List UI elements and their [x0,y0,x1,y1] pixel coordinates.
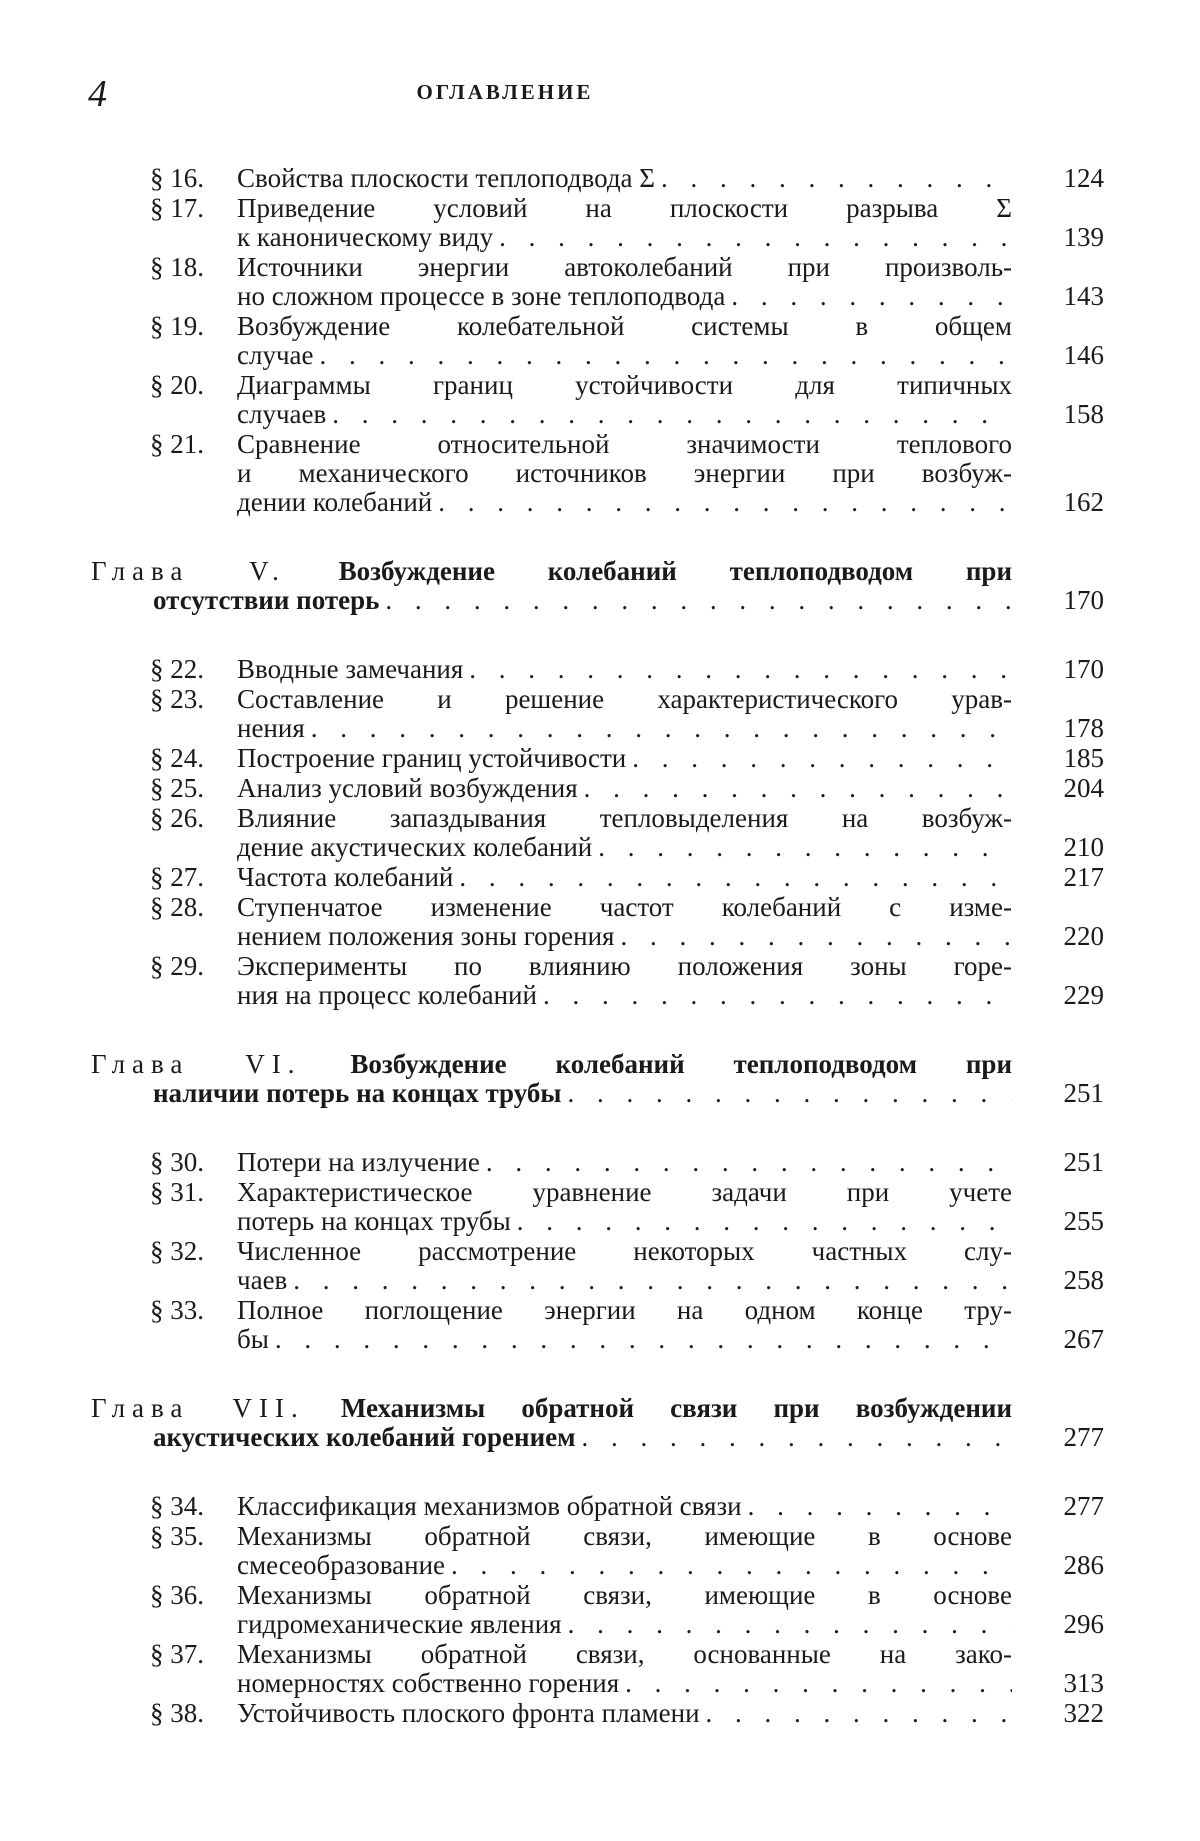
entry-title-line [91,1394,1012,1423]
section-number: § 20. [150,370,204,400]
page-ref: 258 [1063,1265,1104,1295]
entry-title-line [237,863,1012,892]
table-of-contents [0,164,1200,1729]
page-ref: 210 [1063,832,1104,862]
section-title: Эксперименты по влиянию положения зоны горе- [237,952,1012,981]
section-title: Анализ условий возбуждения [237,774,578,803]
page-ref: 139 [1063,222,1104,252]
section-number: § 37. [150,1639,204,1669]
entry-title-line [237,488,1012,517]
chapter-label: Глава VI. [91,1050,302,1079]
section-title: Численное рассмотрение некоторых частных слу- [237,1237,1012,1266]
entry-title-line [237,400,1012,429]
page-ref: 277 [1063,1422,1104,1452]
section-title: Классификация механизмов обратной связи [237,1492,742,1521]
leader-dots [576,1423,1012,1452]
entry-title-line [237,1640,1012,1669]
page-ref: 185 [1063,743,1104,773]
chapter-title: Механизмы обратной связи при возбуждении [340,1394,1012,1423]
section-entry [0,1581,1200,1639]
section-title: но сложном процессе в зоне теплоподвода [237,282,726,311]
page-ref: 251 [1063,1078,1104,1108]
entry-title-line [237,312,1012,341]
section-title: Характеристическое уравнение задачи при учете [237,1178,1012,1207]
section-number: § 35. [150,1521,204,1551]
entry-title-line [237,223,1012,252]
section-title: Составление и решение характеристического урав- [237,685,1012,714]
page-ref: 170 [1063,585,1104,615]
page-ref: 217 [1063,862,1104,892]
section-number: § 24. [150,743,204,773]
page-ref: 277 [1063,1491,1104,1521]
section-entry [0,1296,1200,1354]
entry-title-line [237,1237,1012,1266]
section-title: дение акустических колебаний [237,833,593,862]
entry-title-line [237,1610,1012,1639]
entry-title-line [237,253,1012,282]
entry-title-line [237,1699,1012,1728]
page-ref: 229 [1063,980,1104,1010]
entry-title-line [237,804,1012,833]
section-number: § 36. [150,1580,204,1610]
section-entry [0,1699,1200,1728]
entry-title-line [237,1266,1012,1295]
leader-dots [511,1207,1012,1236]
section-title: Диаграммы границ устойчивости для типичных [237,371,1012,400]
section-entry [0,893,1200,951]
section-number: § 21. [150,429,204,459]
leader-dots [287,1266,1012,1295]
leader-dots [269,1325,1012,1354]
section-entry [0,1522,1200,1580]
section-number: § 32. [150,1236,204,1266]
section-title: Влияние запаздывания тепловыделения на возбуж- [237,804,1012,833]
leader-dots [379,586,1012,615]
entry-title-line [237,1492,1012,1521]
section-title: Механизмы обратной связи, имеющие в основе [237,1581,1012,1610]
section-entry [0,253,1200,311]
section-title: ния на процесс колебаний [237,981,537,1010]
entry-title-line [237,952,1012,981]
leader-dots [326,400,1012,429]
chapter-label: Глава VII. [91,1394,305,1423]
section-number: § 33. [150,1295,204,1325]
entry-title-line [237,282,1012,311]
page-header [0,72,1200,115]
page-ref: 158 [1063,399,1104,429]
page-ref: 267 [1063,1324,1104,1354]
section-title: Источники энергии автоколебаний при произволь- [237,253,1012,282]
section-number: § 17. [150,193,204,223]
page-ref: 296 [1063,1609,1104,1639]
section-title: Устойчивость плоского фронта пламени [237,1699,700,1728]
leader-dots [445,1551,1012,1580]
section-title: случаев [237,400,327,429]
leader-dots [592,833,1012,862]
page-ref: 146 [1063,340,1104,370]
page-number: 4 [88,73,107,115]
chapter-entry [0,1050,1200,1108]
section-entry [0,774,1200,803]
section-entry [0,1492,1200,1521]
entry-title-line [237,893,1012,922]
leader-dots [432,488,1012,517]
entry-title-line [91,1423,1012,1452]
entry-title-line [237,655,1012,684]
section-title: Вводные замечания [237,655,464,684]
section-title: Механизмы обратной связи, имеющие в основе [237,1522,1012,1551]
entry-title-line [237,922,1012,951]
leader-dots [463,655,1012,684]
section-title: нения [237,714,305,743]
section-title: и механического источников энергии при возбуж- [237,459,1012,488]
entry-title-line [237,371,1012,400]
section-number: § 18. [150,252,204,282]
section-entry [0,1640,1200,1698]
section-number: § 22. [150,654,204,684]
leader-dots [614,922,1012,951]
entry-title-line [237,1178,1012,1207]
chapter-title: акустических колебаний горением [153,1423,576,1452]
entry-title-line [237,1522,1012,1551]
entry-title-line [237,685,1012,714]
section-entry [0,164,1200,193]
page-ref: 220 [1063,921,1104,951]
section-entry [0,371,1200,429]
section-title: гидромеханические явления [237,1610,562,1639]
leader-dots [562,1610,1012,1639]
leader-dots [314,341,1012,370]
section-number: § 28. [150,892,204,922]
section-entry [0,312,1200,370]
section-title: потерь на концах трубы [237,1207,511,1236]
entry-title-line [237,164,1012,193]
entry-title-line [237,341,1012,370]
section-number: § 23. [150,684,204,714]
section-number: § 30. [150,1147,204,1177]
section-entry [0,430,1200,517]
leader-dots [305,714,1012,743]
chapter-label: Глава V. [91,557,286,586]
section-number: § 19. [150,311,204,341]
section-title: Механизмы обратной связи, основанные на зако- [237,1640,1012,1669]
page-ref: 204 [1063,773,1104,803]
section-title: Построение границ устойчивости [237,744,627,773]
section-entry [0,1237,1200,1295]
section-title: Полное поглощение энергии на одном конце тру- [237,1296,1012,1325]
section-entry [0,194,1200,252]
page-ref: 143 [1063,281,1104,311]
section-entry [0,863,1200,892]
section-title: смесеобразование [237,1551,446,1580]
entry-title-line [237,774,1012,803]
chapter-title: отсутствии потерь [153,586,380,615]
section-title: Возбуждение колебательной системы в общем [237,312,1012,341]
chapter-entry [0,1394,1200,1452]
section-title: случае [237,341,314,370]
entry-title-line [91,1050,1012,1079]
leader-dots [453,863,1012,892]
leader-dots [619,1669,1012,1698]
section-entry [0,952,1200,1010]
leader-dots [578,774,1012,803]
page-ref: 170 [1063,654,1104,684]
page-ref: 124 [1063,163,1104,193]
entry-title-line [237,981,1012,1010]
entry-title-line [237,833,1012,862]
entry-title-line [91,557,1012,586]
leader-dots [725,282,1012,311]
page-ref: 313 [1063,1668,1104,1698]
page-ref: 255 [1063,1206,1104,1236]
entry-title-line [237,459,1012,488]
section-title: к каноническому виду [237,223,494,252]
section-title: Приведение условий на плоскости разрыва Σ [237,194,1012,223]
leader-dots [700,1699,1012,1728]
entry-title-line [237,430,1012,459]
section-title: дении колебаний [237,488,433,517]
section-number: § 31. [150,1177,204,1207]
section-title: Потери на излучение [237,1148,480,1177]
entry-title-line [237,1148,1012,1177]
page-ref: 178 [1063,713,1104,743]
entry-title-line [237,1581,1012,1610]
section-number: § 16. [150,163,204,193]
entry-title-line [237,714,1012,743]
entry-title-line [237,1669,1012,1698]
section-entry [0,655,1200,684]
leader-dots [537,981,1012,1010]
section-entry [0,804,1200,862]
section-title: Свойства плоскости теплоподвода Σ [237,164,655,193]
section-entry [0,1178,1200,1236]
leader-dots [493,223,1012,252]
chapter-title: Возбуждение колебаний теплоподводом при [338,557,1012,586]
page-ref: 162 [1063,487,1104,517]
section-title: нением положения зоны горения [237,922,615,951]
leader-dots [480,1148,1012,1177]
leader-dots [626,744,1012,773]
page-ref: 286 [1063,1550,1104,1580]
chapter-title: Возбуждение колебаний теплоподводом при [350,1050,1012,1079]
entry-title-line [237,1296,1012,1325]
leader-dots [742,1492,1012,1521]
section-number: § 38. [150,1698,204,1728]
chapter-title: наличии потерь на концах трубы [153,1079,562,1108]
entry-title-line [237,194,1012,223]
section-entry [0,1148,1200,1177]
entry-title-line [237,1207,1012,1236]
section-number: § 25. [150,773,204,803]
section-title: номерностях собственно горения [237,1669,620,1698]
section-number: § 27. [150,862,204,892]
section-number: § 34. [150,1491,204,1521]
section-title: Частота колебаний [237,863,454,892]
section-title: чаев [237,1266,288,1295]
page-ref: 322 [1063,1698,1104,1728]
section-entry [0,744,1200,773]
section-number: § 26. [150,803,204,833]
leader-dots [561,1079,1012,1108]
chapter-entry [0,557,1200,615]
section-title: Сравнение относительной значимости теплового [237,430,1012,459]
entry-title-line [91,1079,1012,1108]
page-ref: 251 [1063,1147,1104,1177]
section-title: Ступенчатое изменение частот колебаний с изме- [237,893,1012,922]
section-entry [0,685,1200,743]
section-title: бы [237,1325,269,1354]
entry-title-line [237,1325,1012,1354]
entry-title-line [237,1551,1012,1580]
entry-title-line [237,744,1012,773]
section-number: § 29. [150,951,204,981]
entry-title-line [91,586,1012,615]
page-title: ОГЛАВЛЕНИЕ [416,80,594,104]
leader-dots [655,164,1012,193]
